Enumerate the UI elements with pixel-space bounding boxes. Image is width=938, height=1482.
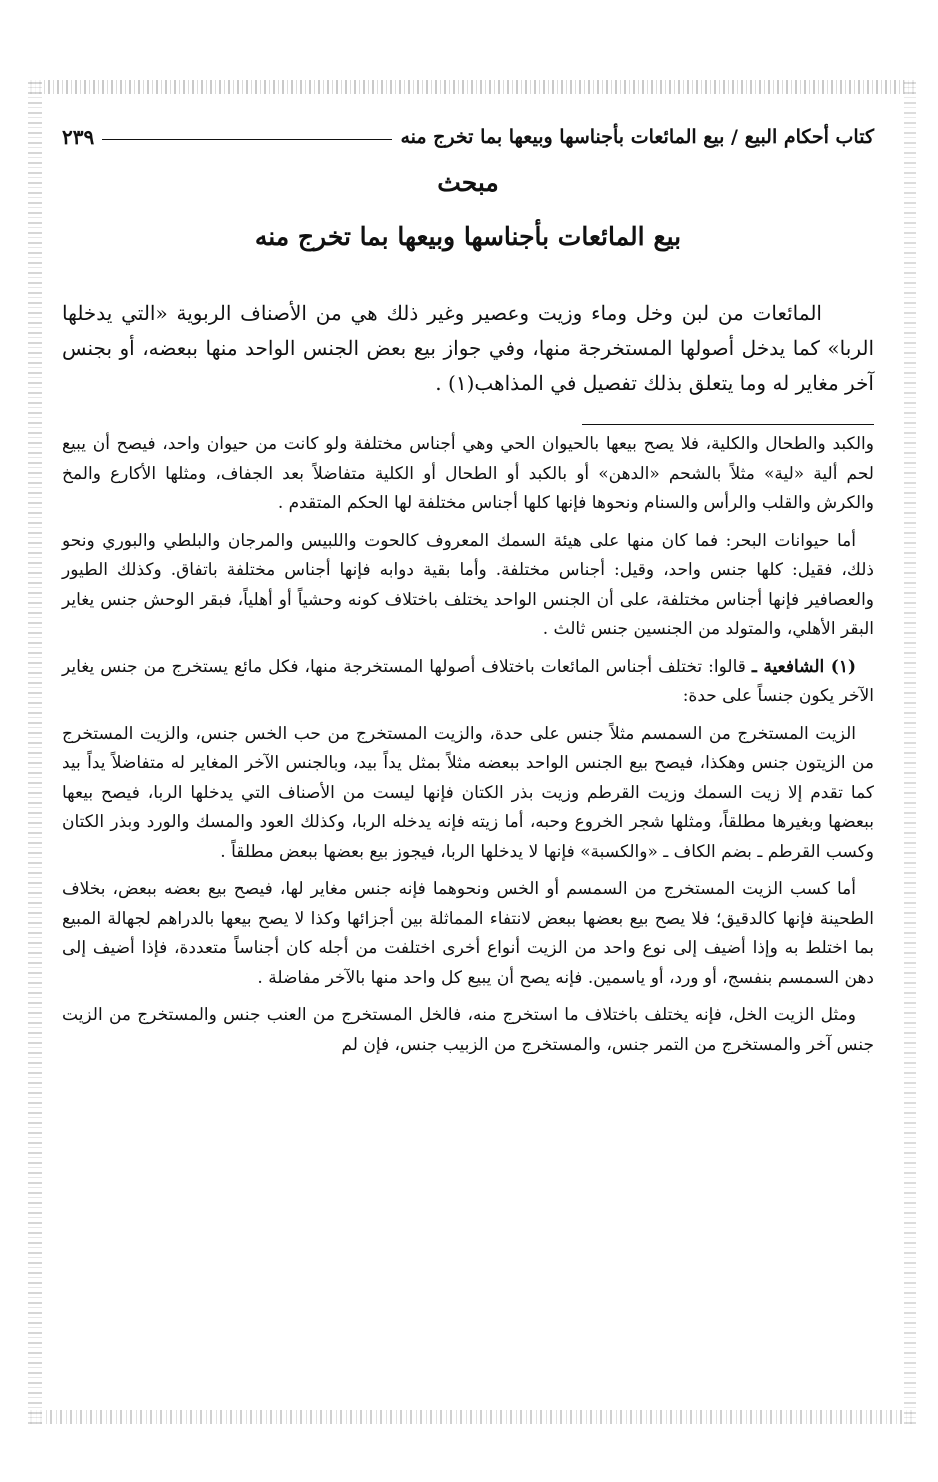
footnote-1-paragraph-3: أما كسب الزيت المستخرج من السمسم أو الخس ونحوهما فإنه جنس مغاير لها، فيصح بيع بعضه ببعض، بخلاف الطحينة فإنها كالدقيق؛ فلا يصح بيع بعضها ببعض لانتفاء المماثلة بين أجزائها وكذا لا يصح بيعها بالدراهم لجهالة المبيع بما اختلط به وإذا أضيف إلى نوع واحد من الزيت أنواع أخرى اختلفت من أجله كان أجناساً متعددة، فإذا أضيف إلى دهن السمسم بنفسج، أو ورد، أو ياسمين. فإنه يصح أن يبيع كل واحد منها بالآخر مفاضلة . <box>62 879 874 988</box>
running-header <box>62 120 874 154</box>
footnote-continued-paragraph-2: أما حيوانات البحر: فما كان منها على هيئة السمك المعروف كالحوت واللبيس والمرجان والبلطي والبوري ونحو ذلك، فقيل: كلها جنس واحد، وقيل: أجناس مختلفة. وأما بقية دوابه فإنها أجناس مختلفة باتفاق. وكذلك الطيور والعصافير فإنها أجناس مختلفة، على أن الجنس الواحد يختلف باختلاف كونه وحشياً أو أهلياً، فبقر الوحش جنس يغاير البقر الأهلي، والمتولد من الجنسين جنس ثالث . <box>62 530 874 639</box>
footnotes-section <box>62 430 874 1068</box>
footnote-1-marker: (١) الشافعية ـ <box>751 656 856 677</box>
scan-border-left <box>28 80 42 1424</box>
scan-border-right <box>904 80 916 1424</box>
footnote-1 <box>62 653 874 712</box>
page-number: ٢٣٩ <box>62 125 95 149</box>
header-rule <box>102 139 392 140</box>
running-title: كتاب أحكام البيع / بيع المائعات بأجناسها وبيعها بما تخرج منه <box>400 126 874 148</box>
footnote-1-paragraph-2: الزيت المستخرج من السمسم مثلاً جنس على حدة، والزيت المستخرج من حب الخس جنس، والزيت المستخرج من الزيتون جنس وهكذا، فيصح بيع الجنس الواحد ببعضه مثلاً بمثل يداً بيد، وبالجنس الآخر المغاير له متفاضلاً يداً بيد كما تقدم إلا زيت السمك وزيت القرطم وزيت بذر الكتان فإنها ليست من الأصناف التي يدخلها الربا، فيصح بيعها ببعضها وبغيرها مطلقاً، ومثلها شجر الخروع وحبه، أما زيته فإنه يدخله الربا، وكذلك العود والمسك والورد وبذر الكتان وكسب القرطم ـ بضم الكاف ـ «والكسبة» فإنها لا يدخلها الربا، فيجوز بيع بعضها ببعض مطلقاً . <box>62 723 874 862</box>
footnote-1-intro: قالوا: تختلف أجناس المائعات باختلاف أصولها المستخرجة منها، فكل مائع يستخرج من جنس يغاير الآخر يكون جنساً على حدة: <box>62 656 874 706</box>
section-label: مبحث <box>437 168 499 197</box>
scan-border-bottom <box>30 1410 914 1424</box>
footnote-continued-paragraph-1: والكبد والطحال والكلية، فلا يصح بيعها بالحيوان الحي وهي أجناس مختلفة ولو كانت من حيوان واحد، فيصح أن يبيع لحم ألية «لية» مثلاً بالشحم «الدهن» أو بالكبد أو الطحال أو الكلية متفاضلاً بعد الجفاف، ومثلها الأكارع والمخ والكرش والقلب والرأس والسنام ونحوها فإنها كلها أجناس مختلفة لها الحكم المتقدم . <box>62 434 874 513</box>
footnote-separator <box>582 424 874 425</box>
footnote-1-paragraph-4: ومثل الزيت الخل، فإنه يختلف باختلاف ما استخرج منه، فالخل المستخرج من العنب جنس والمستخرج من الزيت جنس آخر والمستخرج من التمر جنس، والمستخرج من الزبيب جنس، فإن لم <box>62 1005 874 1055</box>
scan-border-top <box>30 80 914 94</box>
page-title: بيع المائعات بأجناسها وبيعها بما تخرج منه <box>254 222 682 251</box>
body-paragraph: المائعات من لبن وخل وماء وزيت وعصير وغير ذلك هي من الأصناف الربوية «التي يدخلها الربا» كما يدخل أصولها المستخرجة منها، وفي جواز بيع بعض الجنس الواحد منها ببعضه، أو بجنس آخر مغاير له وما يتعلق بذلك تفصيل في المذاهب(١) . <box>62 301 875 395</box>
